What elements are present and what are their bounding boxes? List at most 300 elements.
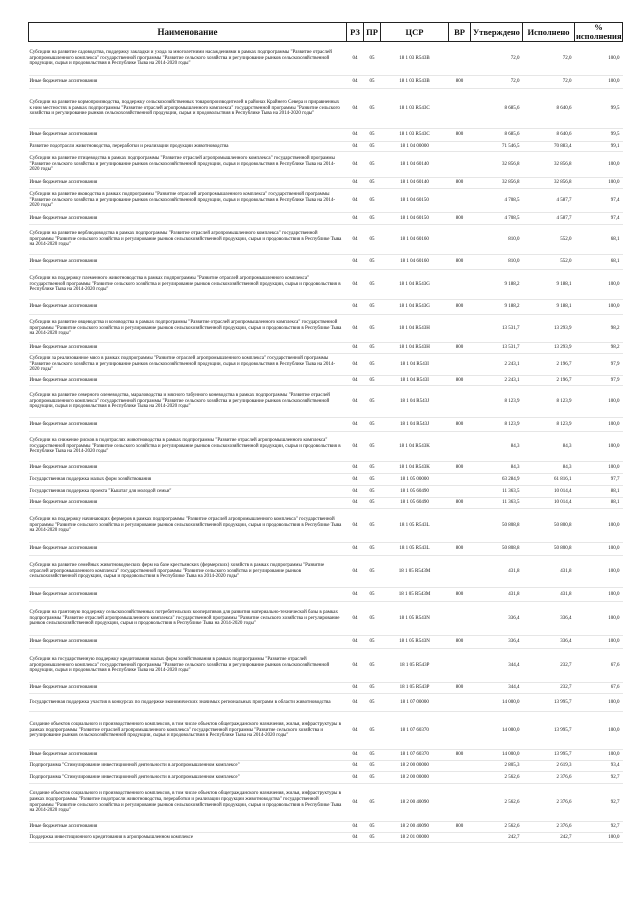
row-approved: 2 805,3	[471, 761, 523, 772]
row-name: Субсидии на развитие верблюдоводства в рамках подпрограммы "Развитие отраслей агропромышленного комплекса" государственной программы "Развитие сельского хозяйства и регулирование рынков сельскохозяйственной продукции, сырья и продовольствия в Республике Тыва на 2014-2020 годы"	[29, 225, 347, 255]
row-executed: 8 640,6	[523, 89, 575, 129]
row-executed: 50 800,8	[523, 543, 575, 556]
row-approved: 8 685,6	[471, 89, 523, 129]
row-percent: 67,6	[575, 649, 623, 683]
row-percent: 97,7	[575, 474, 623, 486]
row-rz: 04	[347, 474, 364, 486]
table-row	[29, 761, 623, 772]
row-pr: 05	[364, 602, 381, 636]
row-vr	[449, 486, 471, 498]
row-executed: 8 123,9	[523, 418, 575, 432]
table-row	[29, 683, 623, 694]
row-vr	[449, 833, 471, 843]
row-csr: 18 1 04 R543H	[381, 315, 449, 343]
row-rz: 04	[347, 76, 364, 89]
row-rz: 04	[347, 152, 364, 178]
row-csr: 18 2 00 00000	[381, 761, 449, 772]
row-approved: 84,3	[471, 432, 523, 462]
row-name: Государственная поддержка малых форм хозяйствования	[29, 474, 347, 486]
row-vr	[449, 602, 471, 636]
row-rz: 04	[347, 772, 364, 784]
row-vr: 800	[449, 213, 471, 225]
row-executed: 2 619,3	[523, 761, 575, 772]
row-approved: 13 531,7	[471, 343, 523, 354]
row-percent: 68,1	[575, 255, 623, 270]
row-name: Поддержка инвестиционного кредитования в агропромышленном комплексе	[29, 833, 347, 843]
row-approved: 14 000,0	[471, 712, 523, 750]
row-vr: 800	[449, 255, 471, 270]
row-vr	[449, 761, 471, 772]
row-percent: 88,1	[575, 498, 623, 509]
table-row	[29, 462, 623, 474]
row-pr: 05	[364, 255, 381, 270]
table-row	[29, 509, 623, 543]
row-vr	[449, 432, 471, 462]
row-name: Субсидии на поддержку начинающих фермеров в рамках подпрограммы "Развитие отраслей агропромышленного комплекса" государственной программы "Развитие сельского хозяйства и регулирование рынков сельскохозяйственной продукции, сырья и продовольствия в Республике Тыва на 2014-2020 годы"	[29, 509, 347, 543]
row-rz: 04	[347, 588, 364, 602]
row-executed: 4 587,7	[523, 213, 575, 225]
row-csr: 18 1 04 R543K	[381, 462, 449, 474]
row-percent: 93,4	[575, 761, 623, 772]
row-approved: 9 188,2	[471, 300, 523, 315]
row-csr: 18 1 04 R543I	[381, 376, 449, 386]
row-percent: 100,0	[575, 270, 623, 300]
row-executed: 552,0	[523, 255, 575, 270]
row-pr: 05	[364, 142, 381, 152]
row-percent: 100,0	[575, 712, 623, 750]
row-percent: 100,0	[575, 42, 623, 76]
row-approved: 14 000,0	[471, 694, 523, 712]
row-name: Подпрограмма "Стимулирование инвестиционной деятельности в агропромышленном комплексе"	[29, 772, 347, 784]
row-approved: 2 562,6	[471, 822, 523, 833]
table-row	[29, 89, 623, 129]
row-approved: 4 708,5	[471, 189, 523, 213]
row-vr: 800	[449, 498, 471, 509]
row-percent: 100,0	[575, 694, 623, 712]
row-pr: 05	[364, 152, 381, 178]
row-rz: 04	[347, 694, 364, 712]
row-executed: 32 856,8	[523, 152, 575, 178]
table-row	[29, 750, 623, 761]
row-rz: 04	[347, 129, 364, 142]
row-percent: 100,0	[575, 509, 623, 543]
row-rz: 04	[347, 142, 364, 152]
row-csr: 18 1 04 60140	[381, 178, 449, 189]
row-csr: 18 1 05 00000	[381, 474, 449, 486]
row-vr: 800	[449, 750, 471, 761]
row-percent: 99,1	[575, 142, 623, 152]
row-approved: 71 546,5	[471, 142, 523, 152]
row-percent: 92,7	[575, 784, 623, 822]
row-name: Иные бюджетные ассигнования	[29, 76, 347, 89]
row-executed: 552,0	[523, 225, 575, 255]
header-csr: ЦСР	[381, 23, 449, 42]
row-executed: 13 293,9	[523, 343, 575, 354]
table-row	[29, 152, 623, 178]
row-csr: 18 1 04 60160	[381, 255, 449, 270]
row-csr: 18 1 04 60150	[381, 189, 449, 213]
row-name: Развитие подотрасли животноводства, переработки и реализации продукции животноводства	[29, 142, 347, 152]
row-vr	[449, 509, 471, 543]
table-row	[29, 418, 623, 432]
header-rz: РЗ	[347, 23, 364, 42]
row-vr: 800	[449, 683, 471, 694]
row-name: Иные бюджетные ассигнования	[29, 343, 347, 354]
row-rz: 04	[347, 683, 364, 694]
row-executed: 72,0	[523, 42, 575, 76]
row-approved: 8 123,9	[471, 418, 523, 432]
row-csr: 18 1 04 60150	[381, 213, 449, 225]
table-row	[29, 225, 623, 255]
row-pr: 05	[364, 462, 381, 474]
row-rz: 04	[347, 556, 364, 588]
row-rz: 04	[347, 255, 364, 270]
row-executed: 84,3	[523, 462, 575, 474]
row-executed: 336,4	[523, 602, 575, 636]
row-vr	[449, 694, 471, 712]
row-percent: 92,7	[575, 822, 623, 833]
row-vr: 800	[449, 418, 471, 432]
row-executed: 242,7	[523, 833, 575, 843]
row-pr: 05	[364, 178, 381, 189]
row-approved: 8 123,9	[471, 386, 523, 418]
row-pr: 05	[364, 354, 381, 376]
row-pr: 05	[364, 750, 381, 761]
row-rz: 04	[347, 822, 364, 833]
row-pr: 05	[364, 822, 381, 833]
table-row	[29, 376, 623, 386]
row-approved: 11 363,5	[471, 498, 523, 509]
row-csr: 18 1 05 R543P	[381, 649, 449, 683]
row-executed: 50 800,8	[523, 509, 575, 543]
row-csr: 18 1 04 R543J	[381, 418, 449, 432]
header-name: Наименование	[29, 23, 347, 42]
row-rz: 04	[347, 418, 364, 432]
row-executed: 13 995,7	[523, 750, 575, 761]
header-vr: ВР	[449, 23, 471, 42]
header-pr: ПР	[364, 23, 381, 42]
row-percent: 92,7	[575, 772, 623, 784]
report-sheet	[28, 22, 622, 843]
row-name: Иные бюджетные ассигнования	[29, 255, 347, 270]
row-csr: 18 1 04 R543K	[381, 432, 449, 462]
row-approved: 50 808,8	[471, 543, 523, 556]
table-row	[29, 636, 623, 649]
row-name: Подпрограмма "Стимулирование инвестиционной деятельности в агропромышленном комплексе"	[29, 761, 347, 772]
row-executed: 61 816,1	[523, 474, 575, 486]
row-vr: 800	[449, 636, 471, 649]
row-pr: 05	[364, 761, 381, 772]
row-approved: 431,8	[471, 556, 523, 588]
row-rz: 04	[347, 649, 364, 683]
row-approved: 11 363,5	[471, 486, 523, 498]
row-vr	[449, 556, 471, 588]
table-row	[29, 784, 623, 822]
row-name: Иные бюджетные ассигнования	[29, 683, 347, 694]
table-row	[29, 649, 623, 683]
table-row	[29, 712, 623, 750]
row-name: Государственная поддержка участия в конкурсах по поддержке экономических значимых региональных программ в области животноводства	[29, 694, 347, 712]
table-row	[29, 255, 623, 270]
row-csr: 18 1 07 60370	[381, 750, 449, 761]
row-pr: 05	[364, 486, 381, 498]
row-pr: 05	[364, 712, 381, 750]
row-name: Иные бюджетные ассигнования	[29, 462, 347, 474]
header-percent: % исполнения	[576, 22, 622, 41]
row-percent: 98,2	[575, 343, 623, 354]
table-body	[29, 42, 623, 843]
row-rz: 04	[347, 178, 364, 189]
row-pr: 05	[364, 89, 381, 129]
row-approved: 32 856,8	[471, 152, 523, 178]
row-percent: 88,1	[575, 486, 623, 498]
row-csr: 18 1 05 R543N	[381, 636, 449, 649]
row-approved: 431,8	[471, 588, 523, 602]
table-row	[29, 189, 623, 213]
row-name: Субсидии на грантовую поддержку сельскохозяйственных потребительских кооперативов для развития материально-технической базы в рамках подпрограммы "Развитие отраслей агропромышленного комплекса" государственной программы "Развитие сельского хозяйства и регулирование рынков сельскохозяйственной продукции, сырья и продовольствия в Республике Тыва на 2014-2020 годы"	[29, 602, 347, 636]
row-vr	[449, 354, 471, 376]
row-csr: 18 1 04 R543I	[381, 354, 449, 376]
row-pr: 05	[364, 213, 381, 225]
row-approved: 8 685,6	[471, 129, 523, 142]
row-name: Субсидии на развитие яководства в рамках подпрограммы "Развитие отраслей агропромышленного комплекса" государственной программы "Развитие сельского хозяйства и регулирование рынков сельскохозяйственной продукции, сырья и продовольствия в Республике Тыва на 2014-2020 годы"	[29, 189, 347, 213]
row-name: Субсидии на развитие семейных животноводческих ферм на базе крестьянских (фермерских) хозяйств в рамках подпрограммы "Развитие отраслей агропромышленного комплекса" государственной программы "Развитие сельского хозяйства и регулирование рынков сельскохозяйственной продукции, сырья и продовольствия в Республике Тыва на 2014-2020 годы"	[29, 556, 347, 588]
row-vr: 800	[449, 822, 471, 833]
row-name: Создание объектов социального и производственного комплексов, в том числе объектов общегражданского назначения, жилья, инфраструктуры в рамках подпрограммы "Развитие отраслей агропромышленного комплекса" государственной программы "Развитие сельского хозяйства и регулирование рынков сельскохозяйственной продукции, сырья и продовольствия в Республике Тыва на 2014-2020 годы"	[29, 712, 347, 750]
row-rz: 04	[347, 213, 364, 225]
row-vr	[449, 386, 471, 418]
row-csr: 18 1 04 R543J	[381, 386, 449, 418]
row-csr: 18 2 01 00000	[381, 833, 449, 843]
row-csr: 18 1 05 60490	[381, 498, 449, 509]
row-approved: 9 188,2	[471, 270, 523, 300]
row-csr: 18 1 03 R543B	[381, 42, 449, 76]
row-approved: 4 708,5	[471, 213, 523, 225]
table-row	[29, 556, 623, 588]
row-csr: 18 1 05 R543L	[381, 543, 449, 556]
row-pr: 05	[364, 556, 381, 588]
row-name: Иные бюджетные ассигнования	[29, 213, 347, 225]
row-vr: 800	[449, 588, 471, 602]
row-csr: 18 1 04 00000	[381, 142, 449, 152]
row-executed: 10 014,4	[523, 498, 575, 509]
row-rz: 04	[347, 300, 364, 315]
table-row	[29, 694, 623, 712]
row-name: Иные бюджетные ассигнования	[29, 822, 347, 833]
table-row	[29, 129, 623, 142]
row-percent: 67,6	[575, 683, 623, 694]
row-approved: 32 856,8	[471, 178, 523, 189]
row-executed: 2 376,6	[523, 772, 575, 784]
row-pr: 05	[364, 343, 381, 354]
row-pr: 05	[364, 649, 381, 683]
row-pr: 05	[364, 189, 381, 213]
row-rz: 04	[347, 712, 364, 750]
row-csr: 18 1 05 60490	[381, 486, 449, 498]
row-csr: 18 1 04 R543G	[381, 270, 449, 300]
row-approved: 336,4	[471, 636, 523, 649]
row-vr	[449, 142, 471, 152]
row-pr: 05	[364, 225, 381, 255]
table-row	[29, 486, 623, 498]
header-approved: Утверждено	[471, 23, 523, 42]
row-rz: 04	[347, 509, 364, 543]
row-pr: 05	[364, 543, 381, 556]
row-pr: 05	[364, 636, 381, 649]
table-row	[29, 315, 623, 343]
row-rz: 04	[347, 343, 364, 354]
row-vr: 800	[449, 343, 471, 354]
row-vr	[449, 152, 471, 178]
row-vr: 800	[449, 376, 471, 386]
row-csr: 18 1 04 60160	[381, 225, 449, 255]
row-vr: 800	[449, 76, 471, 89]
row-rz: 04	[347, 462, 364, 474]
row-pr: 05	[364, 376, 381, 386]
row-percent: 100,0	[575, 833, 623, 843]
row-pr: 05	[364, 498, 381, 509]
row-executed: 9 188,1	[523, 270, 575, 300]
row-name: Субсидии на снижение рисков в подотраслях животноводства в рамках подпрограммы "Развитие отраслей агропромышленного комплекса" государственной программы "Развитие сельского хозяйства и регулирование рынков сельскохозяйственной продукции, сырья и продовольствия в Республике Тыва на 2014-2020 годы"	[29, 432, 347, 462]
table-row	[29, 602, 623, 636]
row-rz: 04	[347, 543, 364, 556]
row-approved: 72,0	[471, 76, 523, 89]
row-executed: 2 196,7	[523, 354, 575, 376]
row-percent: 100,0	[575, 432, 623, 462]
row-percent: 99,5	[575, 129, 623, 142]
row-percent: 100,0	[575, 636, 623, 649]
row-vr: 800	[449, 543, 471, 556]
table-row	[29, 354, 623, 376]
row-vr: 800	[449, 462, 471, 474]
row-pr: 05	[364, 694, 381, 712]
table-row	[29, 142, 623, 152]
table-row	[29, 588, 623, 602]
row-percent: 100,0	[575, 602, 623, 636]
row-csr: 18 1 05 R543P	[381, 683, 449, 694]
row-executed: 32 856,8	[523, 178, 575, 189]
row-csr: 18 1 05 R543M	[381, 588, 449, 602]
row-csr: 18 1 05 R543M	[381, 556, 449, 588]
row-rz: 04	[347, 189, 364, 213]
row-percent: 100,0	[575, 178, 623, 189]
table-row	[29, 270, 623, 300]
row-percent: 98,2	[575, 315, 623, 343]
row-pr: 05	[364, 474, 381, 486]
row-approved: 84,3	[471, 462, 523, 474]
row-percent: 97,4	[575, 213, 623, 225]
row-rz: 04	[347, 386, 364, 418]
table-row	[29, 822, 623, 833]
row-name: Иные бюджетные ассигнования	[29, 300, 347, 315]
row-rz: 04	[347, 315, 364, 343]
row-percent: 100,0	[575, 543, 623, 556]
row-vr	[449, 315, 471, 343]
table-row	[29, 343, 623, 354]
row-percent: 100,0	[575, 300, 623, 315]
row-executed: 70 883,4	[523, 142, 575, 152]
row-percent: 100,0	[575, 152, 623, 178]
row-executed: 431,8	[523, 556, 575, 588]
row-approved: 336,4	[471, 602, 523, 636]
row-executed: 8 640,6	[523, 129, 575, 142]
row-executed: 13 293,9	[523, 315, 575, 343]
row-rz: 04	[347, 636, 364, 649]
row-approved: 810,0	[471, 255, 523, 270]
row-percent: 99,5	[575, 89, 623, 129]
row-pr: 05	[364, 588, 381, 602]
row-csr: 18 2 00 40090	[381, 822, 449, 833]
row-pr: 05	[364, 509, 381, 543]
row-percent: 100,0	[575, 418, 623, 432]
row-percent: 100,0	[575, 750, 623, 761]
row-rz: 04	[347, 225, 364, 255]
row-executed: 84,3	[523, 432, 575, 462]
row-csr: 18 1 05 R543N	[381, 602, 449, 636]
row-csr: 18 1 04 R543H	[381, 343, 449, 354]
row-rz: 04	[347, 42, 364, 76]
row-vr	[449, 89, 471, 129]
row-csr: 18 1 07 00000	[381, 694, 449, 712]
row-executed: 10 014,4	[523, 486, 575, 498]
row-vr	[449, 784, 471, 822]
row-executed: 2 376,6	[523, 784, 575, 822]
row-vr	[449, 42, 471, 76]
row-name: Субсидии на развитие птицеводства в рамках подпрограммы "Развитие отраслей агропромышленного комплекса" государственной программы "Развитие сельского хозяйства и регулирование рынков сельскохозяйственной продукции, сырья и продовольствия в Республике Тыва на 2014-2020 годы"	[29, 152, 347, 178]
table-row	[29, 498, 623, 509]
header-executed: Исполнено	[523, 23, 575, 42]
row-csr: 18 1 07 60370	[381, 712, 449, 750]
row-csr: 18 1 04 R543G	[381, 300, 449, 315]
row-rz: 04	[347, 750, 364, 761]
row-name: Иные бюджетные ассигнования	[29, 178, 347, 189]
row-executed: 2 376,6	[523, 822, 575, 833]
table-row	[29, 386, 623, 418]
row-vr	[449, 649, 471, 683]
row-approved: 2 562,6	[471, 772, 523, 784]
row-name: Иные бюджетные ассигнования	[29, 636, 347, 649]
row-name: Государственная поддержка проекта "Кыштаг для молодой семьи"	[29, 486, 347, 498]
row-name: Субсидии на развитие северного оленеводства, мараловодства и мясного табунного коневодства в рамках подпрограммы "Развитие отраслей агропромышленного комплекса" государственной программы "Развитие сельского хозяйства и регулирование рынков сельскохозяйственной продукции, сырья и продовольствия в Республике Тыва на 2014-2020 годы"	[29, 386, 347, 418]
row-name: Иные бюджетные ассигнования	[29, 543, 347, 556]
row-executed: 2 196,7	[523, 376, 575, 386]
row-approved: 2 562,6	[471, 784, 523, 822]
row-rz: 04	[347, 833, 364, 843]
row-percent: 100,0	[575, 386, 623, 418]
row-rz: 04	[347, 486, 364, 498]
row-approved: 2 243,1	[471, 376, 523, 386]
row-percent: 97,9	[575, 376, 623, 386]
row-pr: 05	[364, 784, 381, 822]
row-approved: 50 808,8	[471, 509, 523, 543]
row-executed: 72,0	[523, 76, 575, 89]
row-pr: 05	[364, 270, 381, 300]
row-vr	[449, 225, 471, 255]
row-name: Иные бюджетные ассигнования	[29, 750, 347, 761]
row-rz: 04	[347, 376, 364, 386]
row-name: Иные бюджетные ассигнования	[29, 498, 347, 509]
row-pr: 05	[364, 315, 381, 343]
row-percent: 100,0	[575, 588, 623, 602]
row-name: Субсидии на развитие овцеводства и козоводства в рамках подпрограммы "Развитие отраслей агропромышленного комплекса" государственной программы "Развитие сельского хозяйства и регулирование рынков сельскохозяйственной продукции, сырья и продовольствия в Республике Тыва на 2014-2020 годы"	[29, 315, 347, 343]
row-executed: 13 995,7	[523, 694, 575, 712]
row-pr: 05	[364, 418, 381, 432]
row-name: Иные бюджетные ассигнования	[29, 376, 347, 386]
table-row	[29, 300, 623, 315]
row-pr: 05	[364, 42, 381, 76]
row-pr: 05	[364, 432, 381, 462]
row-vr: 800	[449, 129, 471, 142]
